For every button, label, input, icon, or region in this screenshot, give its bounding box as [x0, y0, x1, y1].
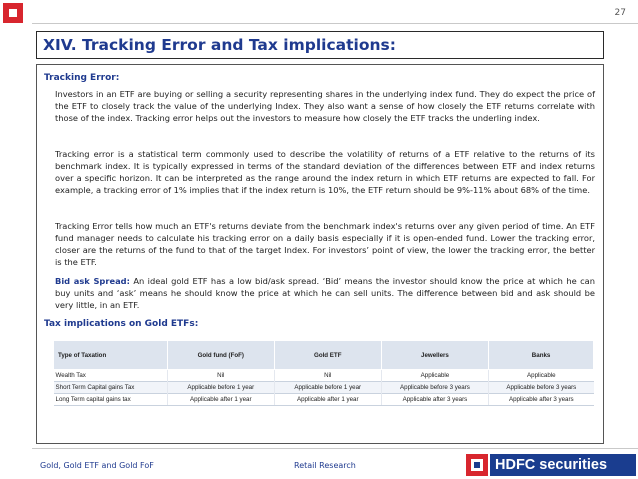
- bid-ask-label: Bid ask Spread:: [55, 276, 130, 286]
- table-cell: Wealth Tax: [54, 370, 168, 382]
- table-cell: Nil: [167, 370, 274, 382]
- footer-department: Retail Research: [294, 461, 356, 470]
- tracking-error-heading: Tracking Error:: [44, 73, 120, 83]
- table-cell: Applicable before 1 year: [274, 382, 381, 394]
- table-cell: Short Term Capital gains Tax: [54, 382, 168, 394]
- tax-col-banks: Banks: [489, 341, 594, 370]
- table-cell: Applicable: [489, 370, 594, 382]
- slide-title: XIV. Tracking Error and Tax implications:: [43, 36, 396, 54]
- tracking-error-paragraph-1: Investors in an ETF are buying or selling a security representing shares in the underlying index fund. They do expect the price of the ETF to closely track the value of the underlying Index. They also want a sense of how closely the ETF returns correlate with those of the index. Tracking error helps out the investors to measure how closely the ETF tracks the underling index.: [55, 89, 595, 124]
- hdfc-corner-logo: [3, 3, 23, 23]
- tracking-error-paragraph-3: Tracking Error tells how much an ETF's returns deviate from the benchmark index's returns over any given period of time. An ETF fund manager needs to calculate his tracking error on a daily basis especially if it is open-ended fund. Lower the tracking error, closer are the returns of the fund to that of the target Index. For investors’ point of view, the lower the tracking error, the better is the ETF.: [55, 221, 595, 268]
- tax-col-gold-fund: Gold fund (FoF): [167, 341, 274, 370]
- tax-col-gold-etf: Gold ETF: [274, 341, 381, 370]
- bid-ask-text: An ideal gold ETF has a low bid/ask spread. ‘Bid’ means the investor should know the price at which he can buy units and ‘ask’ means he should know the price at which he can sell units. The difference between bid and ask should be very little, in an ETF.: [55, 276, 595, 311]
- bid-ask-paragraph: [55, 275, 595, 311]
- tracking-error-paragraph-2: Tracking error is a statistical term commonly used to describe the volatility of returns of a ETF relative to the returns of its benchmark index. It is typically expressed in terms of the standard deviation of the differences between ETF and index returns over a specific horizon. It can be interpreted as the range around the index return in which ETF returns are expected to fall. For example, a tracking error of 1% implies that if the index return is 10%, the ETF return should be 9%-11% about 68% of the time.: [55, 149, 595, 196]
- table-cell: Applicable after 3 years: [381, 394, 488, 406]
- header-divider: [32, 23, 638, 24]
- tax-heading: Tax implications on Gold ETFs:: [44, 319, 199, 329]
- slide-title-box: [36, 31, 604, 59]
- table-cell: Applicable after 1 year: [274, 394, 381, 406]
- hdfc-securities-logo: [466, 454, 636, 477]
- table-cell: Applicable before 1 year: [167, 382, 274, 394]
- table-cell: Long Term capital gains tax: [54, 394, 168, 406]
- table-cell: Applicable before 3 years: [489, 382, 594, 394]
- footer-document-title: Gold, Gold ETF and Gold FoF: [40, 461, 154, 470]
- content-box: [36, 64, 604, 444]
- table-cell: Applicable before 3 years: [381, 382, 488, 394]
- tax-col-type: Type of Taxation: [54, 341, 168, 370]
- footer-divider: [32, 448, 638, 449]
- table-cell: Applicable after 3 years: [489, 394, 594, 406]
- tax-col-jewellers: Jewellers: [381, 341, 488, 370]
- page-number: 27: [614, 8, 626, 18]
- table-cell: Applicable after 1 year: [167, 394, 274, 406]
- table-row: [54, 370, 594, 382]
- table-cell: Applicable: [381, 370, 488, 382]
- brand-wordmark: HDFC securities: [495, 457, 608, 473]
- table-row: [54, 394, 594, 406]
- hdfc-logo-mark-icon: [466, 454, 488, 476]
- table-cell: Nil: [274, 370, 381, 382]
- tax-table: [53, 340, 594, 406]
- table-row: [54, 382, 594, 394]
